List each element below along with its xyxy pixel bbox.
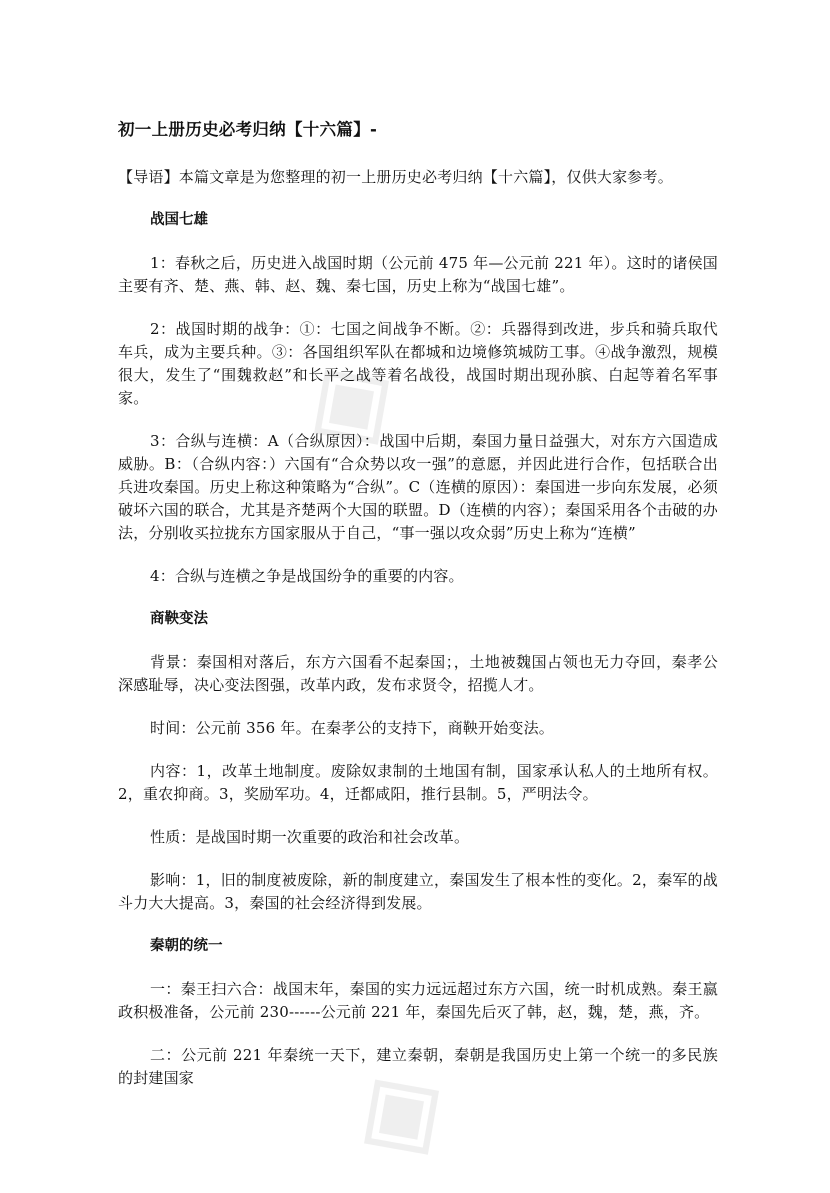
paragraph: 3：合纵与连横：A（合纵原因）：战国中后期，秦国力量日益强大，对东方六国造成威胁。B：（合纵内容：）六国有“合众势以攻一强”的意愿，并因此进行合作，包括联合出兵进攻秦国。历史上称这种策略为“合纵”。C（连横的原因）：秦国进一步向东发展，必须破坏六国的联合，尤其是齐楚两个大国的联盟。D（连横的内容）；秦国采用各个击破的办法，分别收买拉拢东方国家服从于自己，“事一强以攻众弱”历史上称为“连横” [118, 432, 718, 542]
paragraph: 2：战国时期的战争：①：七国之间战争不断。②：兵器得到改进，步兵和骑兵取代车兵，成为主要兵种。③：各国组织军队在都城和边境修筑城防工事。④战争激烈，规模很大，发生了“围魏救赵”和长平之战等着名战役，战国时期出现孙膑、白起等着名军事家。 [118, 320, 718, 407]
paragraph: 1：春秋之后，历史进入战国时期（公元前 475 年—公元前 221 年）。这时的诸侯国主要有齐、楚、燕、韩、赵、魏、秦七国，历史上称为“战国七雄”。 [118, 254, 718, 295]
watermark-mark: ◈ [318, 1026, 474, 1193]
paragraph: 4：合纵与连横之争是战国纷争的重要的内容。 [150, 567, 464, 585]
paragraph: 背景：秦国相对落后，东方六国看不起秦国；，土地被魏国占领也无力夺回，秦孝公深感耻辱，决心变法图强，改革内政，发布求贤令，招揽人才。 [118, 653, 718, 694]
section-heading-shang-yang-reform: 商鞅变法 [150, 611, 208, 627]
section-heading-warring-states: 战国七雄 [150, 212, 208, 228]
paragraph: 二：公元前 221 年秦统一天下，建立秦朝，秦朝是我国历史上第一个统一的多民族的封建国家 [118, 1046, 718, 1087]
document-body [118, 118, 718, 1110]
paragraph: 一：秦王扫六合：战国末年，秦国的实力远远超过东方六国，统一时机成熟。秦王嬴政积极准备，公元前 230------公元前 221 年，秦国先后灭了韩，赵，魏，楚，燕，齐。 [118, 980, 718, 1021]
watermark-mark: ◈ [268, 316, 424, 483]
paragraph: 影响：1，旧的制度被废除，新的制度建立，秦国发生了根本性的变化。2，秦军的战斗力大大提高。3，秦国的社会经济得到发展。 [118, 871, 718, 912]
paragraph: 内容：1，改革土地制度。废除奴隶制的土地国有制，国家承认私人的土地所有权。2，重农抑商。3，奖励军功。4，迁都咸阳，推行县制。5，严明法令。 [118, 762, 718, 803]
intro-paragraph: 【导语】本篇文章是为您整理的初一上册历史必考归纳【十六篇】，仅供大家参考。 [118, 168, 673, 186]
document-title: 初一上册历史必考归纳【十六篇】- [118, 120, 378, 139]
paragraph: 时间：公元前 356 年。在秦孝公的支持下，商鞅开始变法。 [150, 719, 554, 737]
paragraph: 性质：是战国时期一次重要的政治和社会改革。 [150, 828, 470, 846]
section-heading-qin-unification: 秦朝的统一 [150, 938, 223, 954]
